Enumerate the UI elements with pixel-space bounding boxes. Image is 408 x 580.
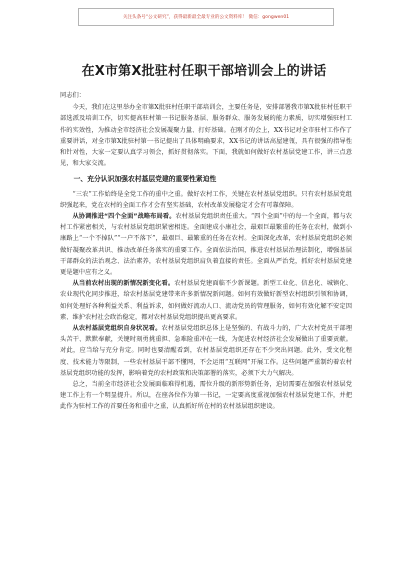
section-paragraph-2 [60, 211, 352, 278]
paragraph-text: 农村基层党组织总体上是坚强的、有战斗力的，广大农村党员干部埋头苦干、默默奉献，关键时刻勇挑重担、急难险重冲在一线，为促进农村经济社会发展做出了重要贡献。对此，应当给与充分肯定。同时也要清醒看到，农村基层党组织还存在不少突出问题。此外，受文化程度、技术能力等限制，一些农村基层干部不懂网，不会运用“互联网”开展工作。这些问题严重制约着农村基层党组织功能的发挥，影响着党的农村政策和决策部署的落实，必须下大力气解决。 [60, 325, 353, 377]
greeting: 同志们： [60, 92, 85, 99]
intro-paragraph: 今天，我们在这里举办全市第X批驻村任职干部培训会，主要任务是，安排部署我市第X批驻村任职干部选派及培训工作，切实提高驻村第一书记服务基层、服务群众、服务发展的能力素质，切实增强驻村工作的实效性，为推动全市经济社会发展凝聚力量、打好基础。在刚才的会上，XX书记对全市驻村工作作了重要讲话，对全市第X批驻村第一书记提出了具体明确要求，XX书记的讲话高屋建瓴，具有很强的指导性和针对性，大家一定要认真学习领会，抓好贯彻落实。下面，我就如何做好农村基层党建工作，讲三点意见，和大家交流。 [60, 104, 352, 168]
paragraph-lead: 从农村基层党组织自身状况看。 [72, 325, 162, 333]
section-heading: 一、充分认识加强农村基层党建的重要性紧迫性 [73, 175, 217, 184]
paragraph-lead: 从协调推进“四个全面”战略布局看。 [72, 213, 176, 221]
section-paragraph-1: “三农”工作始终是全党工作的重中之重。做好农村工作，关键在农村基层党组织。只有农村基层党组织强起来，党在农村的全面工作才会有坚实基础，农村改革发展稳定才会有可靠保障。 [60, 190, 352, 209]
document-body [60, 90, 352, 413]
paragraph-text: 农村基层党建面临不少新课题。新型工业化、信息化、城镇化、农业现代化同步推进，给农村基层党建带来许多新情况新问题。如何有效做好新型农村组织引领和协调，如何处理好各种利益关系、利益诉求，如何做好流动人口、流动党员的管理服务，如何有效化解不安定因素、维护农村社会政治稳定，都对农村基层党组织提出更高要求。 [60, 280, 353, 321]
section-paragraph-5: 总之，当前全市经济社会发展面临难得机遇，需位升级的新形势新任务，迫切需要在加强农村基层党建工作上有一个明显提升。所以，在座各位作为第一书记，一定要高度重视加强农村基层党建工作，并把此作为驻村工作的首要任务和重中之重，认真抓好所在村的农村基层组织建设。 [60, 381, 352, 411]
section-paragraph-3 [60, 278, 352, 323]
top-banner: 关注头条号“公文研究”，获得最新最全最专业的公文资料库！ 微信：gongwen01 [78, 8, 334, 26]
paragraph-text: 农村基层党组织责任重大。“四个全面”中的每一个全面，都与农村工作紧密相关，与农村基层党组织紧密相连。全面建成小康社会，最艰巨最繁重的任务在农村，做到小康路上“一个不掉队”“一户不落下”，最艰巨、最繁重的任务在农村。全面深化改革，农村基层党组织必须做好凝聚改革共识、推动改革任务落实的重要工作。全面依法治国，推进农村基层治理法制化，增强基层干部群众的法治观念、法治素养，农村基层党组织肩负着直接的责任。全面从严治党，抓好农村基层党建更是题中应有之义。 [60, 213, 353, 277]
document-title: 在X市第X批驻村任职干部培训会上的讲话 [81, 64, 327, 79]
section-paragraph-4 [60, 323, 352, 379]
paragraph-lead: 从当前农村出现的新情况新变化看。 [72, 280, 175, 288]
